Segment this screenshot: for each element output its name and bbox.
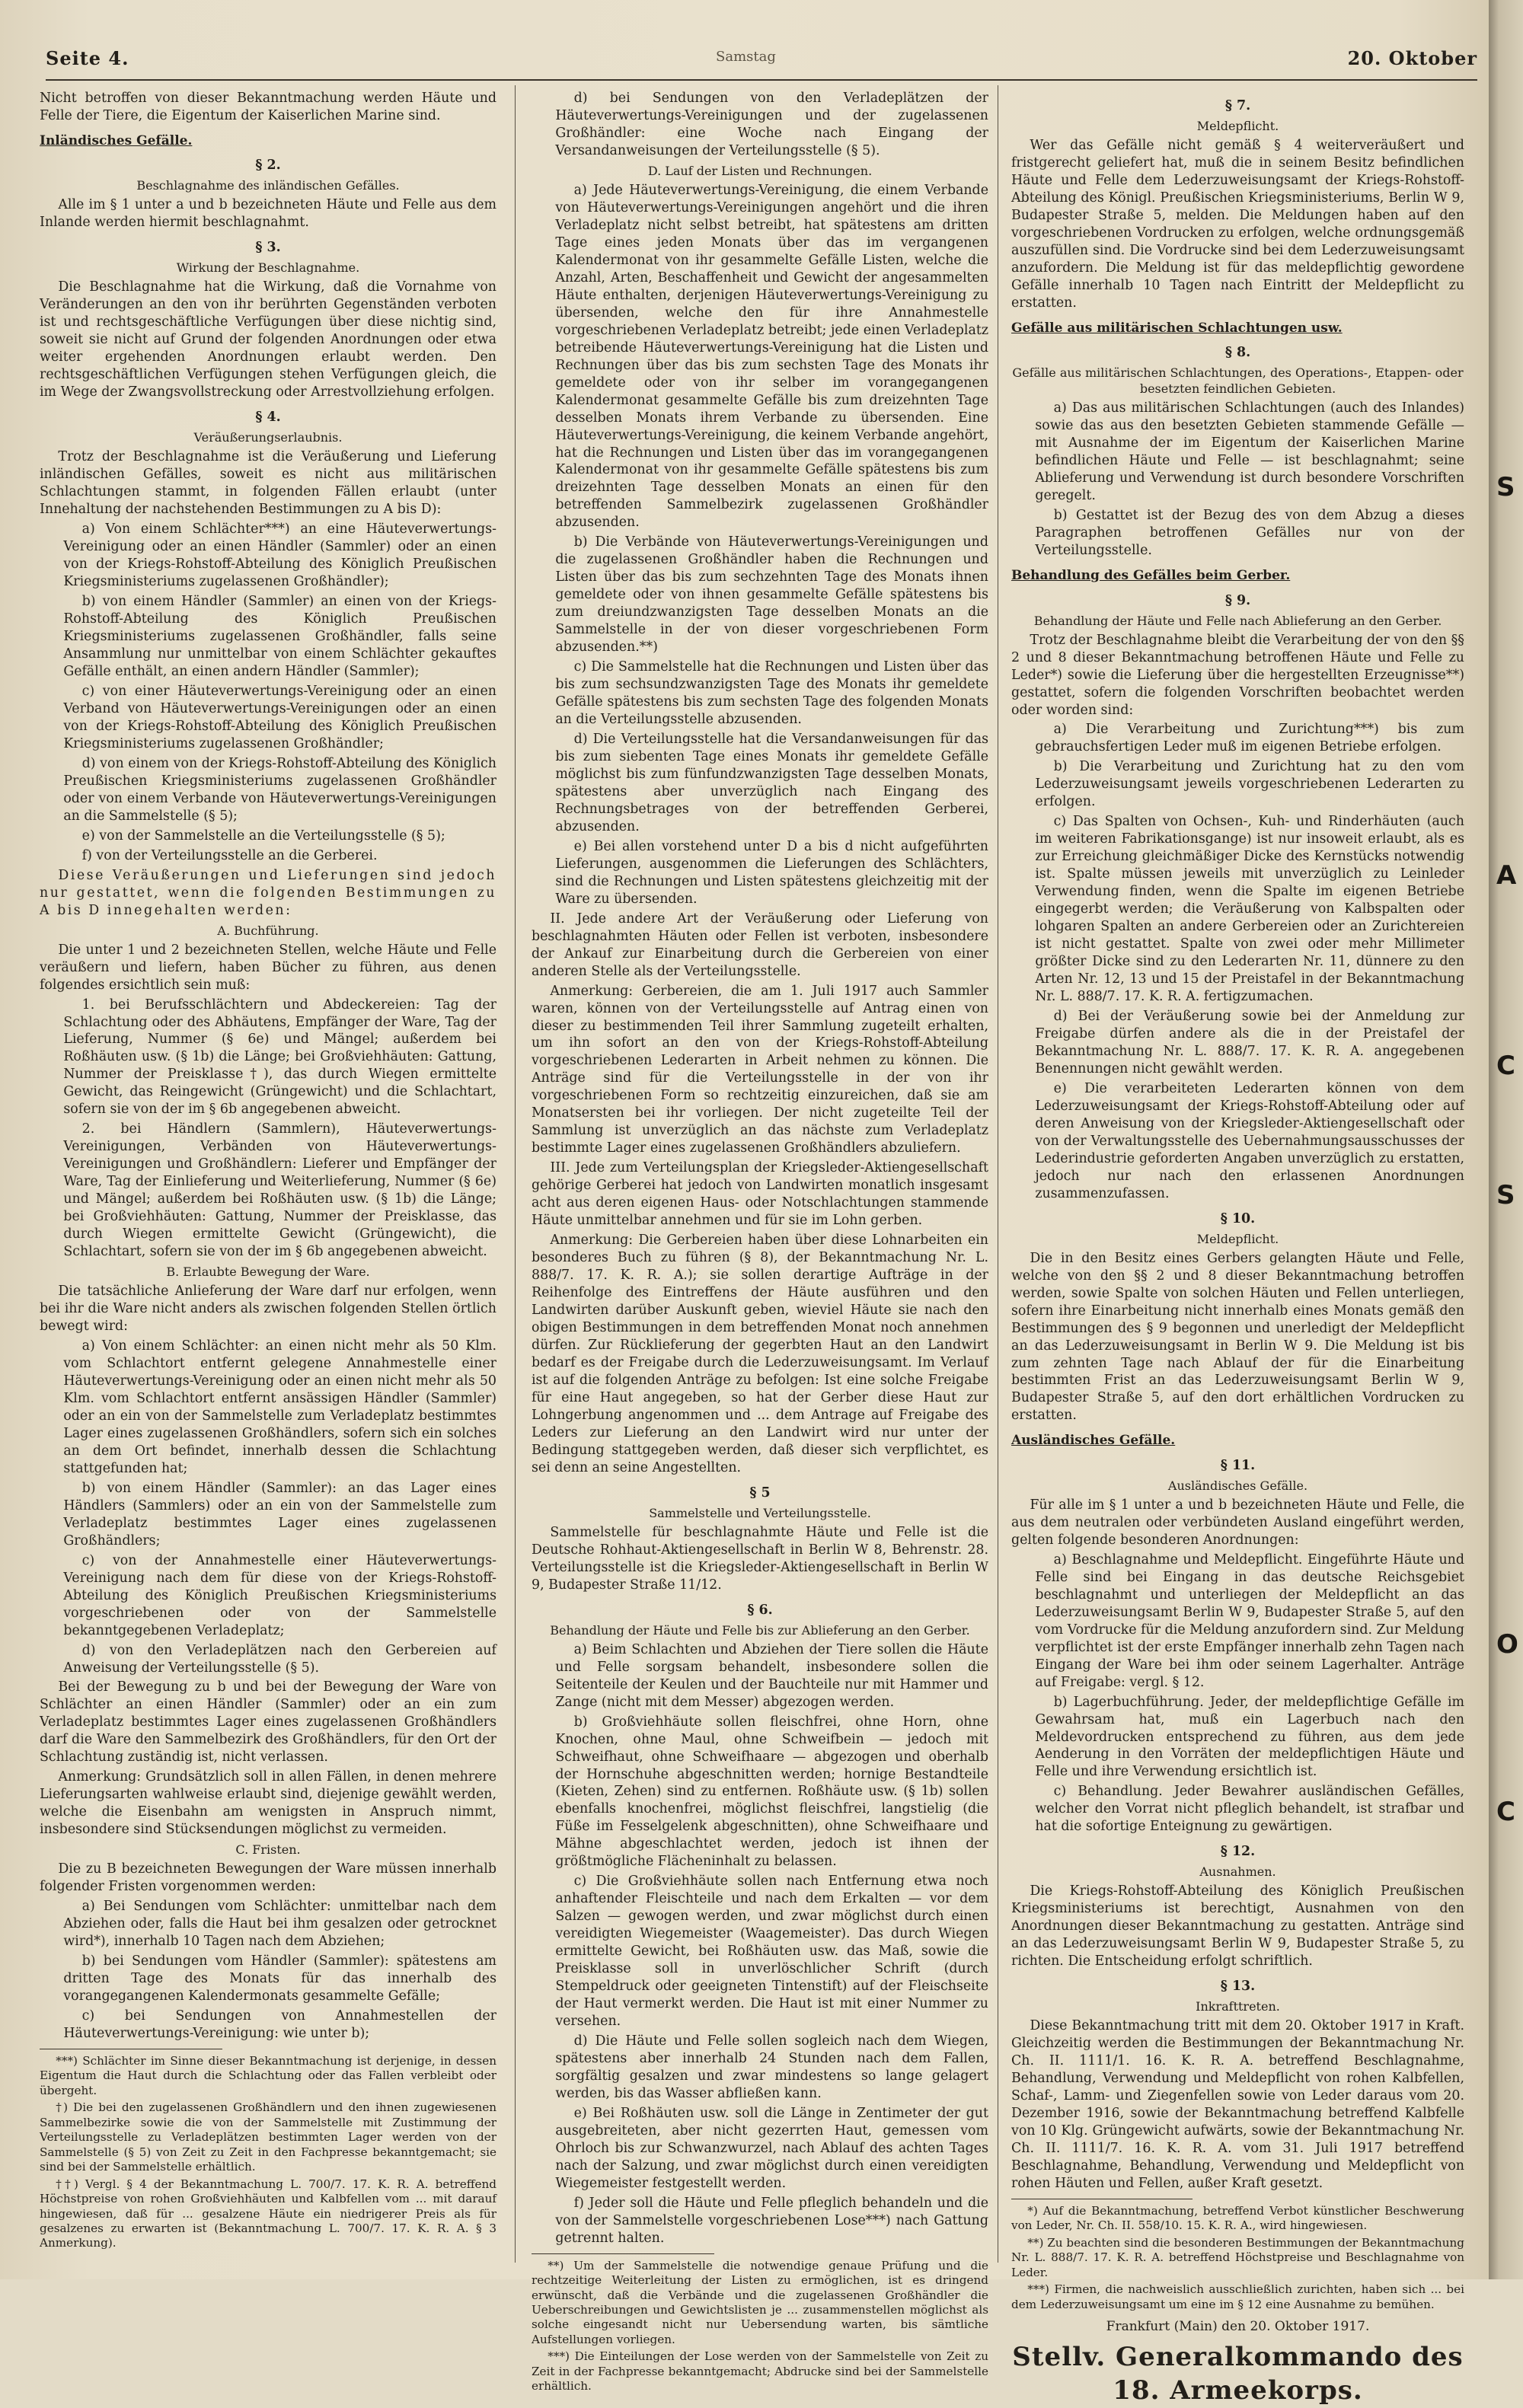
page-label: Seite 4. — [46, 47, 129, 69]
list-item: f) Jeder soll die Häute und Felle pfleglich behandeln und die von der Sammelstelle vorgeschriebenen Lose***) nach Gattung getrennt halten. — [555, 2195, 988, 2246]
edge-letter: A — [1496, 860, 1517, 891]
footnote: ***) Die Einteilungen der Lose werden von der Sammelstelle von Zeit zu Zeit in der Fachpresse bekanntgemacht; Abdrucke sind bei der Sammelstelle erhältlich. — [532, 2349, 988, 2394]
paragraph-title: Behandlung der Häute und Felle bis zur Ablieferung an den Gerber. — [550, 1622, 970, 1638]
paragraph: Trotz der Beschlagnahme bleibt die Verarbeitung der von den §§ 2 und 8 dieser Bekanntmachung betroffenen Häute und Felle zu Leder*) sowie die Lieferung über die hergestellten Erzeugnisse**) gestattet, sofern die folgenden Vorschriften beobachtet werden oder worden sind: — [1011, 632, 1464, 718]
issue-date: 20. Oktober — [1347, 47, 1477, 69]
list-item: c) von der Annahmestelle einer Häuteverwertungs-Vereinigung nach dem für diese von der Kriegs-Rohstoff-Abteilung des Königlich Preußischen Kriegsministeriums vorgeschriebenen oder von der Sammelstelle bekanntgegebenen Verladeplatz; — [63, 1552, 496, 1638]
section-heading: Behandlung des Gefälles beim Gerber. — [1011, 568, 1291, 584]
column-middle — [532, 90, 988, 2394]
paragraph-title: Inkrafttreten. — [1196, 1999, 1280, 2014]
list-item: a) Beschlagnahme und Meldepflicht. Eingeführte Häute und Felle sind bei Eingang in das deutsche Reichsgebiet beschlagnahmt und unterliegen der Meldepflicht an das Lederzuweisungsamt Berlin W 9, Budapester Straße 5, auf den vom Vordrucke für die Meldung anzufordern sind. Zur Meldung verpflichtet ist der erste Empfänger innerhalb zehn Tagen nach Eingang der Ware bei ihm oder seinem Lagerhalter. Anträge auf Freigabe: vergl. § 12. — [1035, 1552, 1464, 1690]
paragraph-title: Sammelstelle und Verteilungsstelle. — [649, 1505, 871, 1520]
section-heading: Ausländisches Gefälle. — [1011, 1433, 1176, 1449]
paragraph: Diese Veräußerungen und Lieferungen sind jedoch nur gestattet, wenn die folgenden Bestimmungen zu A bis D innegehalten werden: — [40, 867, 496, 918]
paragraph-number: § 2. — [255, 158, 281, 174]
list-item: d) Die Häute und Felle sollen sogleich nach dem Wiegen, spätestens aber innerhalb 24 Stunden nach dem Fallen, sorgfältig gesalzen und zwar mindestens so lange gelagert werden, bis das Wasser abfließen kann. — [555, 2033, 988, 2101]
subsection-title: D. Lauf der Listen und Rechnungen. — [647, 163, 873, 178]
paragraph-number: § 12. — [1220, 1844, 1256, 1860]
section-heading: Inländisches Gefälle. — [40, 132, 193, 148]
list-item: e) von der Sammelstelle an die Verteilungsstelle (§ 5); — [81, 828, 445, 844]
paragraph-title: Behandlung der Häute und Felle nach Ablieferung an den Gerber. — [1033, 613, 1442, 628]
paragraph: Die zu B bezeichneten Bewegungen der Ware müssen innerhalb folgender Fristen vorgenommen werden: — [40, 1861, 496, 1895]
dateline: Frankfurt (Main) den 20. Oktober 1917. — [1106, 2319, 1370, 2335]
list-item: c) Die Großviehhäute sollen nach Entfernung etwa noch anhaftender Fleischteile und nach dem Erkalten — vor dem Salzen — gewogen werden, und zwar möglichst durch einen vereidigten Wiegemeister (Waagemeister). Das durch Wiegen ermittelte Gewicht, bei Roßhäuten usw. das Maß, sowie die Preisklasse soll in unverlöschlicher Schrift (durch Stempeldruck oder geeigneten Tintenstift) auf der Fleischseite der Haut vermerkt werden. Die Haut ist mit einer Nummer zu versehen. — [555, 1874, 988, 2030]
edge-letter: O — [1496, 1629, 1518, 1660]
paragraph: II. Jede andere Art der Veräußerung oder Lieferung von beschlagnahmten Häuten oder Fellen ist verboten, insbesondere der Ankauf zur Einarbeitung durch die Gerbereien von einer anderen Stelle als der Verteilungsstelle. — [532, 911, 988, 979]
column-left — [40, 90, 496, 2267]
paragraph-title: Gefälle aus militärischen Schlachtungen, des Operations-, Etappen- oder besetzten feindlichen Gebieten. — [1012, 365, 1464, 397]
paragraph-number: § 8. — [1224, 345, 1251, 361]
list-item: d) bei Sendungen von den Verladeplätzen der Häuteverwertungs-Vereinigungen und der zugelassenen Großhändler: eine Woche nach Eingang der Versandanweisungen der Verteilungsstelle (§ 5). — [555, 91, 988, 158]
subsection-title: A. Buchführung. — [217, 923, 319, 938]
page-header — [46, 46, 1477, 81]
paragraph-number: § 13. — [1220, 1979, 1256, 1995]
note: Anmerkung: Grundsätzlich soll in allen Fällen, in denen mehrere Lieferungsarten wahlweise erlaubt sind, diejenige gewählt werden, welche die Eisenbahn am wenigsten in Anspruch nimmt, insbesondere sind Stücksendungen möglichst zu vermeiden. — [40, 1769, 496, 1838]
list-item: 1. bei Berufsschlächtern und Abdeckereien: Tag der Schlachtung oder des Abhäutens, Empfänger der Ware, Tag der Lieferung, Nummer (§ 6e) und Mängel; außerdem bei Roßhäuten usw. (§ 1b) die Länge; bei Großviehhäuten: Gattung, Nummer der Preisklasse†), das durch Wiegen ermittelte Gewicht, das Reingewicht (Grüngewicht) und die Schlachtart, sofern sie von der im § 6b angegebenen abweicht. — [63, 997, 496, 1118]
list-item: b) Großviehhäute sollen fleischfrei, ohne Horn, ohne Knochen, ohne Maul, ohne Schweifbein — jedoch mit Schweifhaut, ohne Schweifhaare — abgezogen und oberhalb der Hornschuhe abgeschnitten werden; hornige Bestandteile (Kieten, Zehen) sind zu entfernen. Roßhäute usw. (§ 1b) sollen ebenfalls knochenfrei, möglichst fleischfrei, langstielig (die Füße im Fesselgelenk abgeschnitten), ohne Schweifhaare und Mähne abgeschlachtet werden, jedoch ist ihnen der größtmögliche Flächeninhalt zu belassen. — [555, 1714, 988, 1870]
paragraph: Trotz der Beschlagnahme ist die Veräußerung und Lieferung inländischen Gefälles, soweit es nicht aus militärischen Schlachtungen stammt, in folgenden Fällen erlaubt (unter Innehaltung der nachstehenden Bestimmungen zu A bis D): — [40, 449, 496, 518]
subsection-title: B. Erlaubte Bewegung der Ware. — [166, 1265, 370, 1280]
list-item: b) Die Verbände von Häuteverwertungs-Vereinigungen und die zugelassenen Großhändler haben die Rechnungen und Listen über das bis zum sechzehnten Tage des Monats ihnen gemeldete oder von ihnen gesammelte Gefälle spätestens bis zum dreiundzwanzigsten Tage desselben Monats an die Sammelstelle in der von dieser vorgeschriebenen Form abzusenden.**) — [555, 534, 988, 655]
paragraph: Sammelstelle für beschlagnahmte Häute und Felle ist die Deutsche Rohhaut-Aktiengesellschaft in Berlin W 8, Behrenstr. 28. Verteilungsstelle ist die Kriegsleder-Aktiengesellschaft in Berlin W 9, Budapester Straße 11/12. — [532, 1524, 988, 1593]
list-item: b) bei Sendungen vom Händler (Sammler): spätestens am dritten Tage des Monats für das innerhalb des vorangegangenen Kalendermonats gesammelte Gefälle; — [63, 1954, 496, 2005]
list-item: d) Die Verteilungsstelle hat die Versandanweisungen für das bis zum siebenten Tage eines Monats ihr gemeldete Gefälle möglichst bis zum fünfundzwanzigsten Tage desselben Monats, spätestens aber unverzüglich nach Eingang des Rechnungsbetrages von der betreffenden Gerberei, abzusenden. — [555, 732, 988, 834]
paragraph-title: Meldepflicht. — [1196, 118, 1279, 133]
list-item: a) Beim Schlachten und Abziehen der Tiere sollen die Häute und Felle sorgsam behandelt, insbesondere sollen die Seitenteile der Keulen und der Bauchteile nur mit Hammer und Zange (nicht mit dem Messer) abgezogen werden. — [555, 1641, 988, 1710]
adjacent-page-edge — [1489, 0, 1523, 2279]
list-item: a) Von einem Schlächter: an einen nicht mehr als 50 Klm. vom Schlachtort entfernt gelegene Annahmestelle einer Häuteverwertungs-Vereinigung oder an einen nicht mehr als 50 Klm. vom Schlachtort entfernt ansässigen Händler (Sammler) oder an ein von der Sammelstelle zum Verladeplatz bestimmtes Lager eines zugelassenen Großhändlers, sofern sich ein solches an dem Ort befindet, innerhalb dessen die Schlachtung stattgefunden hat; — [63, 1338, 496, 1476]
list-item: a) Jede Häuteverwertungs-Vereinigung, die einem Verbande von Häuteverwertungs-Vereinigungen angehört und die ihren Verladeplatz nicht selbst betreibt, hat spätestens am dritten Tage eines jeden Monats über das im vergangenen Kalendermonat von ihr gesammelte Gefälle Listen, welche die Anzahl, Arten, Beschaffenheit und Gewicht der angesammelten Häute enthalten, derjenigen Häuteverwertungs-Vereinigung zu übersenden, welche den für ihre Annahmestelle vorgeschriebenen Verladeplatz betreibt; jede einen Verladeplatz betreibende Häuteverwertungs-Vereinigung hat die Listen und Rechnungen über das bis zum sechsten Tage des Monats ihr gemeldete oder von ihr selber im vorangegangenen Kalendermonat gesammelte Gefälle bis zum dreizehnten Tage desselben Monats ihrem Verbande zu übersenden. Eine Häuteverwertungs-Vereinigung, die keinem Verbande angehört, hat die Rechnungen und Listen über das im vorangegangenen Kalendermonat von ihr gesammelte Gefälle spätestens bis zum dreizehnten Tage desselben Monats an einen für den betreffenden Sammelbezirk zugelassenen Großhändler abzusenden. — [555, 182, 988, 531]
list-item: e) Die verarbeiteten Lederarten können von dem Lederzuweisungsamt der Kriegs-Rohstoff-Abteilung oder auf deren Anweisung von der Kriegsleder-Aktiengesellschaft oder von der Verwaltungsstelle des Uebernahmungsausschusses der Lederindustrie geforderten Angaben unverzüglich zu erstatten, jedoch nur nach den erlassenen Anordnungen zusammenzufassen. — [1035, 1080, 1464, 1201]
footnote: ††) Vergl. § 4 der Bekanntmachung L. 700/7. 17. K. R. A. betreffend Höchstpreise von rohen Großviehhäuten und Kalbfellen vom ... mit darauf hingewiesen, daß für ... gesalzene Häute ein niedrigerer Preis als für gesalzenes zu erwarten ist (Bekanntmachung L. 700/7. 17. K. R. A. § 3 Anmerkung). — [40, 2177, 496, 2250]
paragraph-number: § 5 — [749, 1485, 771, 1501]
paragraph-number: § 11. — [1220, 1457, 1256, 1473]
edge-letter: S — [1496, 1180, 1515, 1210]
footnote: *) Auf die Bekanntmachung, betreffend Verbot künstlicher Beschwerung von Leder, Nr. Ch. II. 558/10. 15. K. R. A., wird hingewiesen. — [1011, 2204, 1464, 2233]
edge-letter: C — [1496, 1051, 1515, 1081]
list-item: b) von einem Händler (Sammler) an einen von der Kriegs-Rohstoff-Abteilung des Königlich Preußischen Kriegsministeriums zugelassenen Großhändler, falls seine Ansammlung nur unmittelbar von einem Schlächter gekauftes Gefälle enthält, an einen andern Händler (Sammler); — [63, 594, 496, 679]
list-item: d) von den Verladeplätzen nach den Gerbereien auf Anweisung der Verteilungsstelle (§ 5). — [63, 1642, 496, 1676]
column-rule — [515, 85, 516, 2263]
list-item: c) von einer Häuteverwertungs-Vereinigung oder an einen Verband von Häuteverwertungs-Vereinigungen oder an einen von der Kriegs-Rohstoff-Abteilung des Königlich Preußischen Kriegsministeriums zugelassenen Großhändler; — [63, 683, 496, 751]
list-item: c) Die Sammelstelle hat die Rechnungen und Listen über das bis zum sechsundzwanzigsten Tage des Monats ihr gemeldete Gefälle spätestens bis zum sechsten Tage des folgenden Monats an die Verteilungsstelle abzusenden. — [555, 659, 988, 728]
list-item: b) Lagerbuchführung. Jeder, der meldepflichtige Gefälle im Gewahrsam hat, muß ein Lagerbuch nach den Meldevordrucken entsprechend zu führen, aus dem jede Aenderung in den Vorräten der meldepflichtigen Häute und Felle und ihre Verwendung ersichtlich ist. — [1035, 1694, 1464, 1780]
list-item: a) Die Verarbeitung und Zurichtung***) bis zum gebrauchsfertigen Leder muß im eigenen Betriebe erfolgen. — [1035, 722, 1464, 755]
note: Anmerkung: Gerbereien, die am 1. Juli 1917 auch Sammler waren, können von der Verteilungsstelle auf Antrag einen von dieser zu bestimmenden Teil ihrer Sammlung zugeteilt erhalten, um ihn sofort an den von der Kriegs-Rohstoff-Abteilung vorgeschriebenen Lederarten in Arbeit nehmen zu können. Die Anträge sind für die Verteilungsstelle in der von ihr vorgeschriebenen Form so rechtzeitig einzureichen, daß sie am Monatsersten bei ihr vorliegen. Der nicht zugeteilte Teil der Sammlung ist unverzüglich an das nächste zum Verladeplatz bestimmte Lager eines zugelassenen Großhändlers abzuliefern. — [532, 983, 988, 1156]
column-right — [1011, 90, 1464, 2406]
list-item: 2. bei Händlern (Sammlern), Häuteverwertungs-Vereinigungen, Verbänden von Häuteverwertungs-Vereinigungen und Großhändlern: Lieferer und Empfänger der Ware, Tag der Einlieferung und Weiterlieferung, Nummer (§ 6e) und Mängel; außerdem bei Roßhäuten usw. (§ 1b) die Länge; bei Großviehhäuten: Gattung, Nummer der Preisklasse, das durch Wiegen ermittelte Gewicht (Grüngewicht), die Schlachtart, sofern sie von der im § 6b angegebenen abweicht. — [63, 1121, 496, 1260]
footnote: **) Zu beachten sind die besonderen Bestimmungen der Bekanntmachung Nr. L. 888/7. 17. K. R. A. betreffend Höchstpreise und Beschlagnahme von Leder. — [1011, 2235, 1464, 2279]
footnote: ***) Schlächter im Sinne dieser Bekanntmachung ist derjenige, in dessen Eigentum die Haut durch die Schlachtung oder das Fallen verbleibt oder übergeht. — [40, 2054, 496, 2097]
footnote-rule — [532, 2253, 714, 2254]
paragraph: Wer das Gefälle nicht gemäß § 4 weiterveräußert und fristgerecht geliefert hat, muß die in seinem Besitz befindlichen Häute und Felle dem Lederzuweisungsamt der Kriegs-Rohstoff-Abteilung des Königl. Preußischen Kriegsministeriums, Berlin W 9, Budapester Straße 5, melden. Die Meldungen haben auf den vorgeschriebenen Vordrucken zu erfolgen, welche ordnungsgemäß auszufüllen sind. Die Vordrucke sind bei dem Lederzuweisungsamt anzufordern. Die Meldung ist für das meldepflichtig gewordene Gefälle innerhalb 10 Tagen nach Eintritt der Meldepflicht zu erstatten. — [1011, 138, 1464, 311]
paragraph: Alle im § 1 unter a und b bezeichneten Häute und Felle aus dem Inlande werden hiermit beschlagnahmt. — [40, 197, 496, 231]
list-item: a) Von einem Schlächter***) an eine Häuteverwertungs-Vereinigung oder an einen Händler (Sammler) oder an einen von der Kriegs-Rohstoff-Abteilung des Königlich Preußischen Kriegsministeriums zugelassenen Großhändler); — [63, 521, 496, 590]
paragraph-title: Ausländisches Gefälle. — [1167, 1478, 1308, 1493]
list-item: c) bei Sendungen von Annahmestellen der Häuteverwertungs-Vereinigung: wie unter b); — [63, 2008, 496, 2042]
paragraph-title: Wirkung der Beschlagnahme. — [176, 260, 360, 276]
paragraph: Diese Bekanntmachung tritt mit dem 20. Oktober 1917 in Kraft. Gleichzeitig werden die Bestimmungen der Bekanntmachung Nr. Ch. II. 1111/1. 16. K. R. A. betreffend Beschlagnahme, Behandlung, Verwendung und Meldepflicht von rohen Kalbfellen, Schaf-, Lamm- und Ziegenfellen sowie von Leder daraus vom 20. Dezember 1916, sowie der Bekanntmachung betreffend Kalbfelle von 10 Klg. Grüngewicht aufwärts, sowie der Bekanntmachung Nr. Ch. II. 1111/7. 16. K. R. A. vom 31. Juli 1917 betreffend Beschlagnahme, Behandlung, Verwendung und Meldepflicht von rohen Häuten und Fellen, außer Kraft gesetzt. — [1011, 2018, 1464, 2192]
list-item: f) von der Verteilungsstelle an die Gerberei. — [81, 847, 378, 863]
paragraph: Die Beschlagnahme hat die Wirkung, daß die Vornahme von Veränderungen an den von ihr berührten Gegenständen verboten ist und rechtsgeschäftliche Verfügungen über diese nichtig sind, soweit sie nicht auf Grund der folgenden Anordnungen oder etwa weiter ergehenden Anordnungen erlaubt werden. Den rechtsgeschäftlichen Verfügungen stehen Verfügungen gleich, die im Wege der Zwangsvollstreckung oder Arrestvollziehung erfolgen. — [40, 279, 496, 400]
list-item: a) Das aus militärischen Schlachtungen (auch des Inlandes) sowie das aus den besetzten Gebieten stammende Gefälle — mit Ausnahme der im Eigentum der Kaiserlichen Marine befindlichen Häute und Felle — ist beschlagnahmt; seine Ablieferung und Verwendung ist durch besondere Vorschriften geregelt. — [1035, 400, 1464, 504]
edge-letter: C — [1496, 1797, 1515, 1827]
list-item: d) von einem von der Kriegs-Rohstoff-Abteilung des Königlich Preußischen Kriegsministeriums zugelassenen Großhändler oder von einem Verbande von Häuteverwertungs-Vereinigungen an die Sammelstelle (§ 5); — [63, 755, 496, 824]
footnote: **) Um der Sammelstelle die notwendige genaue Prüfung und die rechtzeitige Weiterleitung der Listen zu ermöglichen, ist es dringend erwünscht, daß die Verbände und die zugelassenen Großhändler die Ueberschreibungen und Gewichtslisten je ... zusammenstellen möglichst als solche eingesandt nicht nur Uebersendung warten, bis sämtliche Aufstellungen vorliegen. — [532, 2258, 988, 2346]
section-heading: Gefälle aus militärischen Schlachtungen usw. — [1011, 320, 1343, 336]
list-item: d) Bei der Veräußerung sowie bei der Anmeldung zur Freigabe dürfen andere als die in der Preistafel der Bekanntmachung Nr. L. 888/7. 17. K. R. A. angegebenen Benennungen nicht gewählt werden. — [1035, 1008, 1464, 1076]
list-item: e) Bei allen vorstehend unter D a bis d nicht aufgeführten Lieferungen, ausgenommen die Lieferungen des Schlächters, sind die Rechnungen und Listen spätestens gleichzeitig mit der Ware zu übersenden. — [555, 838, 988, 907]
note: Anmerkung: Die Gerbereien haben über diese Lohnarbeiten ein besonderes Buch zu führen (§ 8), der Bekanntmachung Nr. L. 888/7. 17. K. R. A.); sie sollen derartige Aufträge in der Reihenfolge des Eintreffens der Häute ausführen und den Landwirten darüber Auskunft geben, wieviel Häute sie nach den obigen Bestimmungen in dem betreffenden Monat noch annehmen dürfen. Zur Rücklieferung der gegerbten Haut an den Landwirt bedarf es der Freigabe durch die Lederzuweisungsamt. Im Verlauf ist auf die folgenden Anträge zu befolgen: Ist eine solche Freigabe für eine Haut angegeben, so hat der Gerber diese Haut zur Lohngerbung angenommen und ... dem Antrage auf Freigabe des Leders zur Lieferung an den Landwirt wird nur unter der Bedingung stattgegeben werden, daß dieser sich verpflichtet, es sei denn an seine Angestellten. — [532, 1233, 988, 1475]
paragraph: III. Jede zum Verteilungsplan der Kriegsleder-Aktiengesellschaft gehörige Gerberei hat jedoch von Landwirten monatlich insgesamt acht aus deren eigenen Haus- oder Notschlachtungen stammende Häute unmittelbar annehmen und für sie im Lohn gerben. — [532, 1160, 988, 1229]
footnote: ***) Firmen, die nachweislich ausschließlich zurichten, haben sich ... bei dem Lederzuweisungsamt um eine im § 12 eine Ausnahme zu bemühen. — [1011, 2282, 1464, 2311]
header-center-text: Samstag — [716, 49, 776, 65]
list-item: a) Bei Sendungen vom Schlächter: unmittelbar nach dem Abziehen oder, falls die Haut bei ihm gesalzen oder getrocknet wird*), innerhalb 10 Tagen nach dem Abziehen; — [63, 1899, 496, 1950]
list-item: b) von einem Händler (Sammler): an das Lager eines Händlers (Sammlers) oder an ein von der Sammelstelle zum Verladeplatz bestimmtes Lager eines zugelassenen Großhändlers; — [63, 1480, 496, 1548]
subsection-title: C. Fristen. — [235, 1842, 301, 1858]
paragraph-title: Meldepflicht. — [1196, 1231, 1279, 1246]
signature: Stellv. Generalkommando des 18. Armeekorps. — [1012, 2341, 1464, 2406]
list-item: c) Das Spalten von Ochsen-, Kuh- und Rinderhäuten (auch im weiteren Fabrikationsgange) ist nur insoweit erlaubt, als es zur Erreichung gleichmäßiger Dicke des Kernstücks notwendig ist. Spalte müssen jeweils mit unverzüglich zu Leinleder Verwendung finden, wenn die Spalte im eigenen Betriebe eingegerbt werden; die Veräußerung von Kalbspalten oder lohgaren Spalten an andere Gerbereien oder an Zurichtereien ist nicht gestattet. Spalte von zwei oder mehr Millimeter größter Dicke sind zu den Lederarten Nr. 11, dünnere zu den Arten Nr. 12, 13 und 15 der Preistafel in der Bekanntmachung Nr. L. 888/7. 17. K. R. A. fertigzumachen. — [1035, 814, 1464, 1004]
paragraph-title: Beschlagnahme des inländischen Gefälles. — [136, 178, 400, 193]
paragraph-number: § 7. — [1224, 98, 1251, 113]
paragraph: Die tatsächliche Anlieferung der Ware darf nur erfolgen, wenn bei ihr die Ware nicht anders als zwischen folgenden Stellen örtlich bewegt wird: — [40, 1284, 496, 1335]
paragraph: Die in den Besitz eines Gerbers gelangten Häute und Felle, welche von den §§ 2 und 8 dieser Bekanntmachung betroffen werden, sowie Spalte von solchen Häuten und Fellen unterliegen, sofern ihre Einarbeitung nicht innerhalb eines Monats gemäß den Bestimmungen des § 9 begonnen und unerledigt der Meldepflicht an das Lederzuweisungsamt in Berlin W 9. Die Meldung ist bis zum zehnten Tage nach Ablauf der für die Einarbeitung bestimmten Frist an das Lederzuweisungsamt Berlin W 9, Budapester Straße 5, auf den dort erhältlichen Vordrucken zu erstatten. — [1011, 1250, 1464, 1424]
paragraph-number: § 4. — [255, 410, 281, 426]
paragraph: Nicht betroffen von dieser Bekanntmachung werden Häute und Felle der Tiere, die Eigentum der Kaiserlichen Marine sind. — [40, 91, 496, 123]
paragraph: Die Kriegs-Rohstoff-Abteilung des Königlich Preußischen Kriegsministeriums ist berechtigt, Ausnahmen von den Anordnungen dieser Bekanntmachung zu gestatten. Anträge sind an das Lederzuweisungsamt Berlin W 9, Budapester Straße 5, zu richten. Die Entscheidung erfolgt schriftlich. — [1011, 1883, 1464, 1969]
list-item: b) Gestattet ist der Bezug des von dem Abzug a dieses Paragraphen betroffenen Gefälles nur von der Verteilungsstelle. — [1035, 508, 1464, 559]
paragraph-number: § 10. — [1220, 1210, 1256, 1226]
paragraph-number: § 9. — [1224, 592, 1251, 608]
paragraph-title: Ausnahmen. — [1199, 1864, 1276, 1880]
list-item: e) Bei Roßhäuten usw. soll die Länge in Zentimeter der gut ausgebreiteten, aber nicht gezerrten Haut, gemessen vom Ohrloch bis zur Schwanzwurzel, nach Ablauf des achten Tages nach der Salzung, und zwar möglichst durch einen vereidigten Wiegemeister festgestellt werden. — [555, 2105, 988, 2191]
paragraph-number: § 3. — [255, 240, 281, 256]
list-item: b) Die Verarbeitung und Zurichtung hat zu den vom Lederzuweisungsamt jeweils vorgeschriebenen Lederarten zu erfolgen. — [1035, 759, 1464, 810]
paragraph-title: Veräußerungserlaubnis. — [193, 430, 343, 445]
paragraph: Bei der Bewegung zu b und bei der Bewegung der Ware von Schlächter an einen Händler (Sammler) oder an ein zum Verladeplatz bestimmtes Lager eines zugelassenen Großhändlers darf die Ware den Sammelbezirk des Großhändlers, für den Ort der Schlachtung zuständig ist, nicht verlassen. — [40, 1679, 496, 1765]
paragraph-number: § 6. — [747, 1602, 773, 1618]
list-item: c) Behandlung. Jeder Bewahrer ausländischen Gefälles, welcher den Vorrat nicht pfleglich behandelt, ist strafbar und hat die sofortige Enteignung zu gewärtigen. — [1035, 1784, 1464, 1835]
paragraph: Die unter 1 und 2 bezeichneten Stellen, welche Häute und Felle veräußern und liefern, haben Bücher zu führen, aus denen folgendes ersichtlich sein muß: — [40, 942, 496, 993]
footnote: †) Die bei den zugelassenen Großhändlern und den ihnen zugewiesenen Sammelbezirke sowie die von der Sammelstelle mit Zustimmung der Verteilungsstelle zu Verladeplätzen bestimmten Lager werden von der Sammelstelle (§ 5) von Zeit zu Zeit in den Fachpresse bekanntgemacht; sie sind bei der Sammelstelle erhältlich. — [40, 2100, 496, 2174]
paragraph: Für alle im § 1 unter a und b bezeichneten Häute und Felle, die aus dem neutralen oder verbündeten Ausland eingeführt werden, gelten folgende besonderen Anordnungen: — [1011, 1497, 1464, 1548]
edge-letter: S — [1496, 472, 1515, 502]
